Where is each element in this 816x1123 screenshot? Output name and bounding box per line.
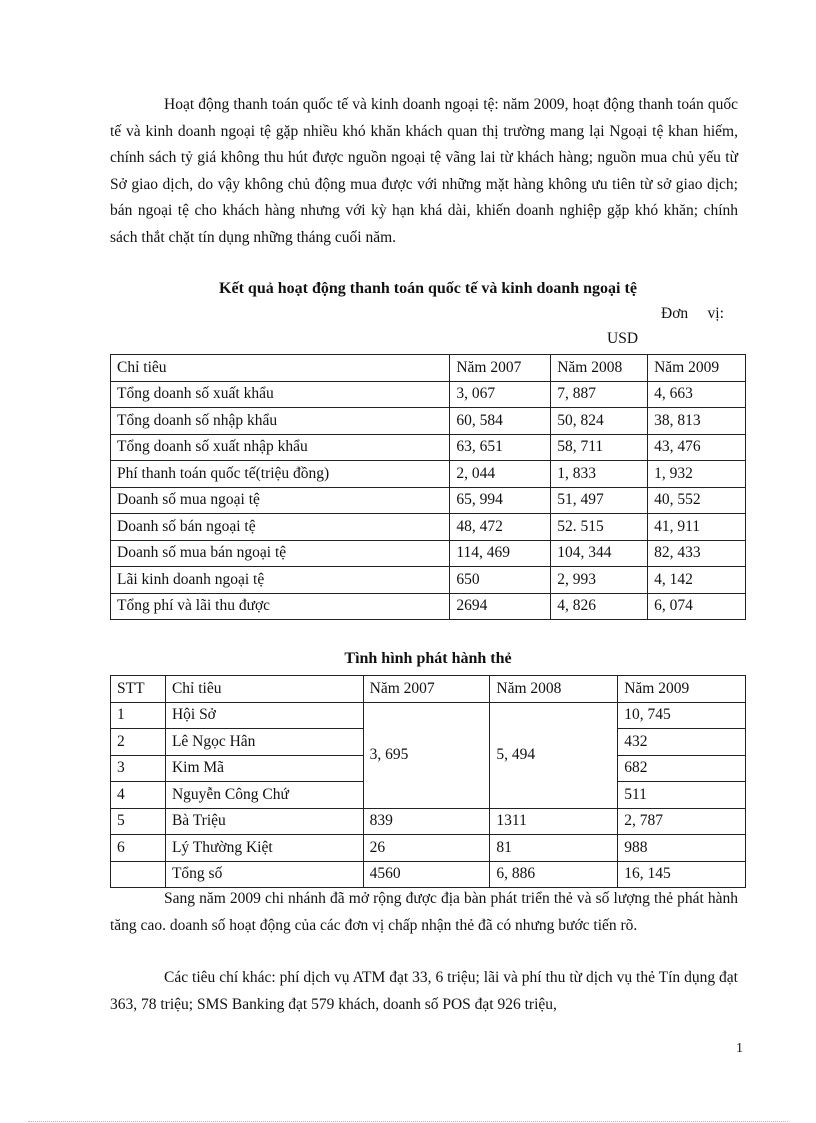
cell-value: 65, 994 [450,487,551,514]
page-number: 1 [736,1041,743,1056]
cell-value: 2, 044 [450,461,551,488]
branch-name: Lý Thường Kiệt [165,835,363,862]
table2-title: Tình hình phát hành thẻ [344,650,512,667]
row-number: 1 [111,702,166,729]
table-header-row [111,355,746,382]
card-development-paragraph: Sang năm 2009 chi nhánh đã mở rộng được địa bàn phát triển thẻ và số lượng thẻ phát hành tăng cao. doanh số hoạt động của các đơn vị chấp nhận thẻ đã có nhưng bước tiến rõ. [110,890,738,934]
cell-value: 114, 469 [450,540,551,567]
cell-value: 16, 145 [618,861,746,888]
table-row [111,514,746,541]
merged-2007-value: 3, 695 [363,702,490,808]
row-label: Lãi kinh doanh ngoại tệ [111,567,450,594]
table-row [111,567,746,594]
cell-value: 48, 472 [450,514,551,541]
cell-value: 1, 932 [648,461,746,488]
row-label: Tổng doanh số nhập khẩu [111,408,450,435]
cell-value: 40, 552 [648,487,746,514]
unit-label-currency: USD [607,330,639,347]
table-row [111,540,746,567]
cell-value: 81 [490,835,618,862]
cell-value: 58, 711 [551,434,648,461]
column-header: Năm 2007 [450,355,551,382]
cell-value: 432 [618,729,746,756]
table-row [111,381,746,408]
branch-name: Hội Sở [165,702,363,729]
table-row [111,487,746,514]
table-row [111,593,746,620]
cell-value: 82, 433 [648,540,746,567]
row-number: 6 [111,835,166,862]
row-label: Doanh số mua bán ngoại tệ [111,540,450,567]
branch-name: Tổng số [165,861,363,888]
cell-value: 104, 344 [551,540,648,567]
cell-value: 43, 476 [648,434,746,461]
row-number: 2 [111,729,166,756]
cell-value: 988 [618,835,746,862]
cell-value: 4, 826 [551,593,648,620]
table-row [111,461,746,488]
row-label: Tổng doanh số xuất khẩu [111,381,450,408]
cell-value: 41, 911 [648,514,746,541]
column-header: Năm 2008 [551,355,648,382]
other-criteria-paragraph: Các tiêu chí khác: phí dịch vụ ATM đạt 33, 6 triệu; lãi và phí thu từ dịch vụ thẻ Tín dụng đạt 363, 78 triệu; SMS Banking đạt 579 khách, doanh số POS đạt 926 triệu, [110,969,738,1013]
row-label: Tổng phí và lãi thu được [111,593,450,620]
cell-value: 63, 651 [450,434,551,461]
cell-value: 1, 833 [551,461,648,488]
cell-value: 650 [450,567,551,594]
cell-value: 10, 745 [618,702,746,729]
cell-value: 4, 142 [648,567,746,594]
column-header: Năm 2008 [490,676,618,703]
foreign-exchange-results-table [110,354,746,620]
cell-value: 682 [618,755,746,782]
branch-name: Bà Triệu [165,808,363,835]
column-header: Chỉ tiêu [111,355,450,382]
cell-value: 839 [363,808,490,835]
row-number: 5 [111,808,166,835]
row-number [111,861,166,888]
page-bottom-divider [28,1121,788,1122]
row-label: Phí thanh toán quốc tế(triệu đồng) [111,461,450,488]
cell-value: 1311 [490,808,618,835]
cell-value: 60, 584 [450,408,551,435]
cell-value: 6, 074 [648,593,746,620]
cell-value: 4, 663 [648,381,746,408]
card-issuance-table [110,675,746,888]
table-row [111,861,746,888]
cell-value: 2694 [450,593,551,620]
table-row [111,434,746,461]
cell-value: 4560 [363,861,490,888]
table-row [111,408,746,435]
unit-label: Đơn vị: [661,305,724,322]
cell-value: 6, 886 [490,861,618,888]
table-row [111,835,746,862]
cell-value: 51, 497 [551,487,648,514]
table-header-row [111,676,746,703]
table1-title: Kết quả hoạt động thanh toán quốc tế và kinh doanh ngoại tệ [219,280,637,297]
cell-value: 2, 993 [551,567,648,594]
branch-name: Kim Mã [165,755,363,782]
table-row [111,808,746,835]
cell-value: 2, 787 [618,808,746,835]
cell-value: 511 [618,782,746,809]
table-row [111,702,746,729]
row-number: 3 [111,755,166,782]
merged-2008-value: 5, 494 [490,702,618,808]
row-label: Doanh số mua ngoại tệ [111,487,450,514]
branch-name: Lê Ngọc Hân [165,729,363,756]
cell-value: 52. 515 [551,514,648,541]
column-header: Năm 2009 [648,355,746,382]
intro-paragraph: Hoạt động thanh toán quốc tế và kinh doanh ngoại tệ: năm 2009, hoạt động thanh toán quốc tế và kinh doanh ngoại tệ gặp nhiều khó khăn khách quan thị trường mang lại Ngoại tệ khan hiếm, chính sách tỷ giá không thu hút được nguồn ngoại tệ vãng lai từ khách hàng; nguồn mua chủ yếu từ Sở giao dịch, do vậy không chủ động mua được với những mặt hàng không ưu tiên từ sở giao dịch; bán ngoại tệ cho khách hàng nhưng với kỳ hạn khá dài, khiến doanh nghiệp gặp khó khăn; chính sách thắt chặt tín dụng những tháng cuối năm. [110,96,738,246]
row-label: Tổng doanh số xuất nhập khẩu [111,434,450,461]
column-header: Năm 2009 [618,676,746,703]
cell-value: 7, 887 [551,381,648,408]
row-number: 4 [111,782,166,809]
column-header: Chỉ tiêu [165,676,363,703]
cell-value: 38, 813 [648,408,746,435]
cell-value: 50, 824 [551,408,648,435]
row-label: Doanh số bán ngoại tệ [111,514,450,541]
branch-name: Nguyễn Công Chứ [165,782,363,809]
column-header: STT [111,676,166,703]
cell-value: 26 [363,835,490,862]
cell-value: 3, 067 [450,381,551,408]
column-header: Năm 2007 [363,676,490,703]
